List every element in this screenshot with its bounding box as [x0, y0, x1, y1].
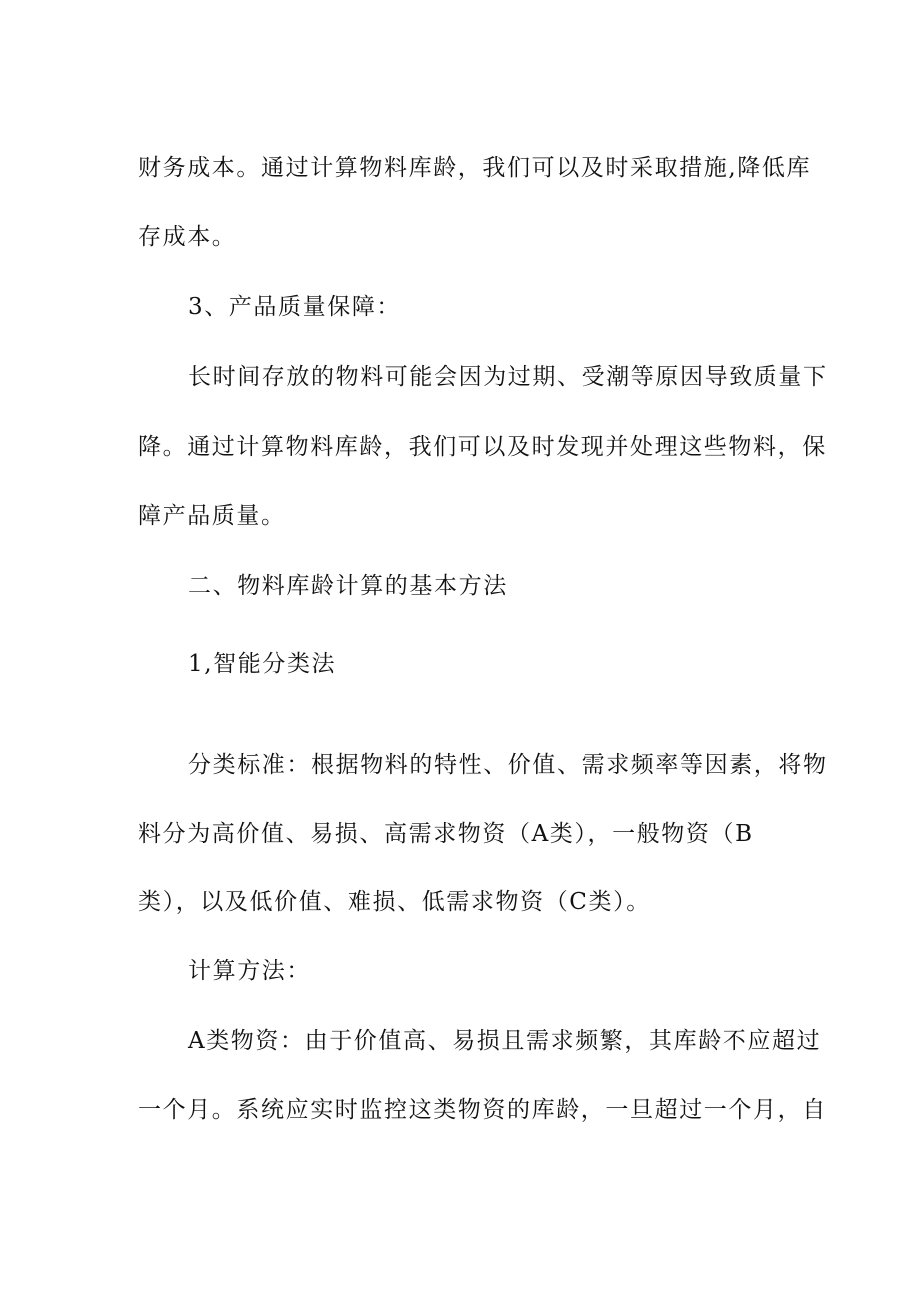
paragraph-line: 类），以及低价值、难损、低需求物资（C类）。: [138, 889, 651, 915]
paragraph-line: A类物资：由于价值高、易损且需求频繁，其库龄不应超过: [188, 1028, 822, 1054]
paragraph-line: 一个月。系统应实时监控这类物资的库龄，一旦超过一个月，自: [138, 1097, 827, 1123]
paragraph-line: 降。通过计算物料库龄，我们可以及时发现并处理这些物料，保: [138, 434, 827, 460]
subsection-heading: 1,智能分类法: [188, 651, 337, 677]
paragraph-line: 存成本。: [138, 224, 237, 250]
paragraph-line: 障产品质量。: [138, 503, 286, 529]
paragraph-line: 分类标准：根据物料的特性、价值、需求频率等因素，将物: [188, 752, 828, 778]
section-heading: 3、产品质量保障：: [188, 294, 402, 320]
paragraph-line: 料分为高价值、易损、高需求物资（A类），一般物资（B: [138, 821, 754, 847]
paragraph-line: 财务成本。通过计算物料库龄，我们可以及时采取措施,降低库: [138, 155, 812, 181]
chapter-heading: 二、物料库龄计算的基本方法: [188, 573, 508, 599]
paragraph-line: 计算方法：: [188, 958, 311, 984]
paragraph-line: 长时间存放的物料可能会因为过期、受潮等原因导致质量下: [188, 364, 828, 390]
